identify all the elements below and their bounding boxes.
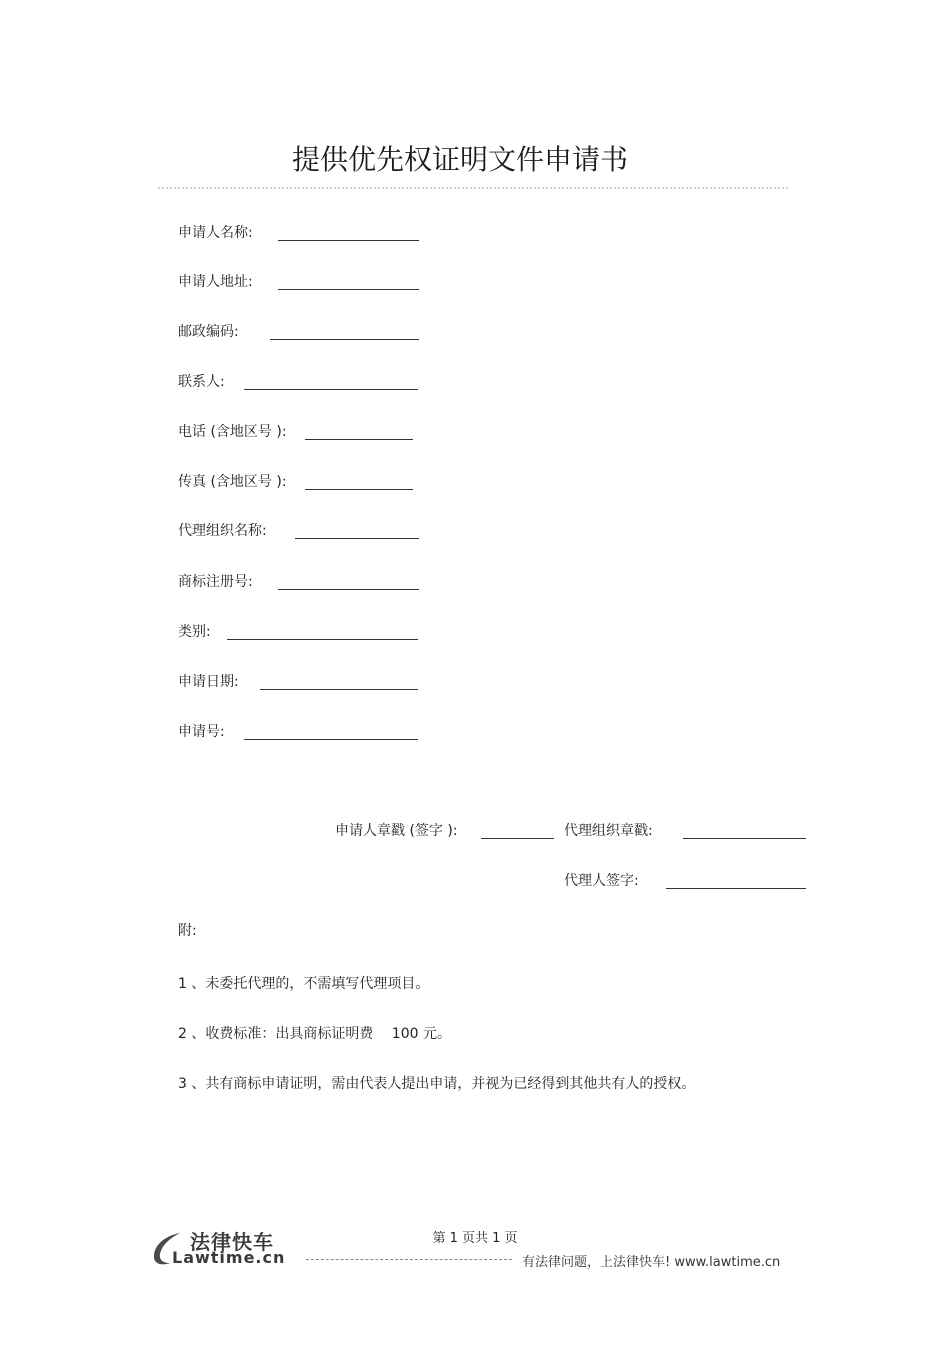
agent-signature-line[interactable] (666, 888, 806, 889)
notes-heading: 附: (178, 923, 197, 939)
field-fax-label: 传真 (含地区号 ): (178, 474, 287, 490)
field-phone-line[interactable] (305, 439, 413, 440)
field-applicant-name-line[interactable] (278, 240, 419, 241)
logo-english-text: Lawtime.cn (172, 1248, 286, 1267)
agency-seal-label: 代理组织章戳: (564, 823, 653, 839)
note-item-3: 3 、共有商标申请证明，需由代表人提出申请，并视为已经得到其他共有人的授权。 (178, 1076, 696, 1092)
footer-slogan: 有法律问题，上法律快车! www.lawtime.cn (522, 1255, 781, 1270)
field-applicant-name-label: 申请人名称: (178, 225, 253, 241)
field-applicant-address-label: 申请人地址: (178, 274, 253, 290)
logo-chinese-text: 法律快车 (190, 1230, 274, 1254)
note-item-2: 2 、收费标准：出具商标证明费 100 元。 (178, 1026, 451, 1042)
field-applicant-address-line[interactable] (278, 289, 419, 290)
field-postal-code-label: 邮政编码: (178, 324, 239, 340)
document-title: 提供优先权证明文件申请书 (291, 143, 628, 176)
applicant-seal-label: 申请人章戳 (签字 ): (335, 823, 458, 839)
title-divider (158, 187, 788, 189)
field-application-date-line[interactable] (260, 689, 418, 690)
field-trademark-number-line[interactable] (278, 589, 419, 590)
field-trademark-number-label: 商标注册号: (178, 574, 253, 590)
lawtime-logo (150, 1226, 310, 1270)
field-application-number-line[interactable] (244, 739, 418, 740)
applicant-seal-line[interactable] (481, 838, 554, 839)
field-class-label: 类别: (178, 624, 211, 640)
agency-seal-line[interactable] (683, 838, 806, 839)
field-class-line[interactable] (227, 639, 418, 640)
field-contact-line[interactable] (244, 389, 418, 390)
field-application-number-label: 申请号: (178, 724, 225, 740)
field-contact-label: 联系人: (178, 374, 225, 390)
page-number: 第 1 页共 1 页 (432, 1231, 518, 1246)
agent-signature-label: 代理人签字: (564, 873, 639, 889)
field-postal-code-line[interactable] (270, 339, 419, 340)
field-agency-name-line[interactable] (295, 538, 419, 539)
field-fax-line[interactable] (305, 489, 413, 490)
field-agency-name-label: 代理组织名称: (178, 523, 267, 539)
note-item-1: 1 、未委托代理的，不需填写代理项目。 (178, 976, 430, 992)
footer-divider (306, 1259, 512, 1260)
field-phone-label: 电话 (含地区号 ): (178, 424, 287, 440)
field-application-date-label: 申请日期: (178, 674, 239, 690)
